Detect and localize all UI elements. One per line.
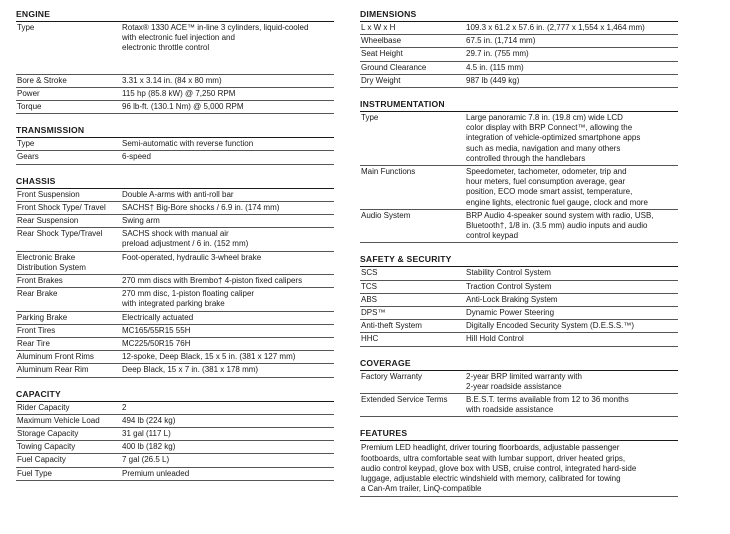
spec-row [16,101,334,114]
section-gap [16,165,334,173]
spec-label: Rear Suspension [17,216,79,226]
spec-label: Fuel Type [17,468,52,478]
spec-row [16,151,334,164]
spec-row [16,189,334,202]
section-gap [360,347,678,355]
spec-value: Deep Black, 15 x 7 in. (381 x 178 mm) [122,365,259,375]
spec-row [16,364,334,377]
spec-label: Front Shock Type/ Travel [17,202,106,212]
spec-label: L x W x H [361,23,396,32]
spec-value: 270 mm disc, 1-piston floating caliper with integrated parking brake [122,289,255,309]
spec-row [16,275,334,288]
spec-label: ABS [361,294,378,304]
spec-label: Rear Shock Type/Travel [17,229,103,239]
spec-label: Main Functions [361,167,416,177]
spec-row [16,402,334,415]
spec-label: Aluminum Rear Rim [17,365,89,375]
spec-row [16,338,334,351]
spec-value: Rotax® 1330 ACE™ in-line 3 cylinders, liquid-cooled with electronic fuel injection and electronic throttle control [122,23,309,53]
spec-row [16,351,334,364]
spec-value: Traction Control System [466,281,552,291]
spec-value: 3.31 x 3.14 in. (84 x 80 mm) [122,75,222,85]
spec-label: DPS™ [361,308,386,318]
spec-value: 2-year BRP limited warranty with 2-year roadside assistance [466,371,582,391]
spec-row [16,228,334,251]
features-text: Premium LED headlight, driver touring floorboards, adjustable passenger footboards, ultra comfortable seat with lumbar support, driver heated grips, audio control keypad, glove box with USB, cruise control, integrated hard-side luggage, adjustable electric windshield with memory, calibrated for towing a Can-Am trailer, LinQ-compatible [360,441,678,496]
spec-label: Storage Capacity [17,429,79,439]
section-safety-security [360,251,678,346]
section-title: CHASSIS [16,173,334,189]
spec-value: MC225/50R15 76H [122,339,191,349]
spec-label: Ground Clearance [361,62,427,72]
spec-row [16,215,334,228]
spec-row [16,325,334,338]
spec-label: Audio System [361,210,411,220]
section-transmission [16,122,334,164]
spec-label: Type [361,113,379,123]
spec-value: 987 lb (449 kg) [466,75,520,85]
spec-row [360,394,678,417]
spec-value: Large panoramic 7.8 in. (19.8 cm) wide LCD color display with BRP Connect™, allowing the integration of vehicle-optimized smartphone apps such as media, navigation and many others controlled through the handlebars [466,113,641,163]
spec-value: 31 gal (117 L) [122,429,171,439]
section-title: SAFETY & SECURITY [360,251,678,267]
spec-row [16,428,334,441]
spec-value: MC165/55R15 55H [122,325,191,335]
spec-label: Wheelbase [361,36,402,46]
section-title: COVERAGE [360,355,678,371]
spec-row [16,454,334,467]
spec-value: Hill Hold Control [466,334,524,344]
spec-row [16,441,334,454]
spec-value: 6-speed [122,152,151,162]
spec-value: Swing arm [122,216,160,226]
spec-label: Towing Capacity [17,442,76,452]
spec-label: Rear Tire [17,339,50,349]
left-column [16,6,334,481]
section-capacity [16,386,334,481]
spec-row [360,62,678,75]
spec-label: Front Suspension [17,189,80,199]
section-title: FEATURES [360,425,678,441]
spec-value: 4.5 in. (115 mm) [466,62,524,72]
spec-row [360,75,678,88]
spec-row [360,48,678,61]
spec-row [360,267,678,280]
spec-label: SCS [361,268,378,278]
section-gap [360,243,678,251]
spec-value: SACHS shock with manual air preload adjustment / 6 in. (152 mm) [122,229,249,249]
spec-value: Stability Control System [466,268,551,278]
spec-value: 12-spoke, Deep Black, 15 x 5 in. (381 x 127 mm) [122,352,296,362]
section-title: TRANSMISSION [16,122,334,138]
spec-row [360,307,678,320]
spec-value: Premium unleaded [122,468,190,478]
spec-value: BRP Audio 4-speaker sound system with radio, USB, Bluetooth†, 1/8 in. (3.5 mm) audio inputs and audio control keypad [466,210,654,241]
spec-value: 29.7 in. (755 mm) [466,49,529,59]
spec-label: Power [17,88,40,98]
spec-label: Fuel Capacity [17,455,66,465]
spec-value: Double A-arms with anti-roll bar [122,189,234,199]
spec-row [360,210,678,244]
spec-row [360,35,678,48]
spec-label: Maximum Vehicle Load [17,415,100,425]
spec-row [360,166,678,210]
spec-value: SACHS† Big-Bore shocks / 6.9 in. (174 mm) [122,202,280,212]
section-title: INSTRUMENTATION [360,96,678,112]
section-title: ENGINE [16,6,334,22]
spec-row [360,22,678,35]
section-gap [360,88,678,96]
spec-row [16,312,334,325]
spec-label: Seat Height [361,49,403,59]
spec-label: Type [17,139,35,149]
section-title: CAPACITY [16,386,334,402]
spec-value: Digitally Encoded Security System (D.E.S.S.™) [466,321,635,331]
spec-value: Semi-automatic with reverse function [122,139,254,149]
section-chassis [16,173,334,378]
spec-value: 115 hp (85.8 kW) @ 7,250 RPM [122,88,236,98]
spec-value: 67.5 in. (1,714 mm) [466,36,536,46]
section-gap [360,417,678,425]
spec-value: 400 lb (182 kg) [122,442,176,452]
section-coverage [360,355,678,418]
spec-row [360,333,678,346]
spec-row [16,22,334,75]
spec-row [16,202,334,215]
spec-row [16,138,334,151]
spec-value: Dynamic Power Steering [466,308,555,318]
spec-row [16,288,334,311]
spec-label: Factory Warranty [361,371,423,381]
spec-row [360,281,678,294]
section-features [360,425,678,496]
spec-label: Front Brakes [17,276,63,286]
spec-label: TCS [361,281,377,291]
spec-label: Aluminum Front Rims [17,352,94,362]
spec-label: HHC [361,334,379,344]
spec-row [16,252,334,275]
section-gap [16,378,334,386]
section-engine [16,6,334,114]
spec-value: Speedometer, tachometer, odometer, trip and hour meters, fuel consumption average, gear position, ECO mode smart assist, temperature, engine lights, electronic fuel gauge, clock and more [466,167,648,207]
spec-label: Electronic Brake Distribution System [17,252,86,272]
spec-label: Rear Brake [17,289,58,299]
spec-label: Torque [17,102,42,112]
spec-row [16,75,334,88]
spec-value: 7 gal (26.5 L) [122,455,170,465]
spec-row [360,320,678,333]
spec-value: Foot-operated, hydraulic 3-wheel brake [122,252,262,262]
spec-value: Electrically actuated [122,312,194,322]
spec-value: 494 lb (224 kg) [122,415,176,425]
spec-value: Anti-Lock Braking System [466,294,558,304]
spec-label: Bore & Stroke [17,75,67,85]
spec-label: Parking Brake [17,312,68,322]
spec-row [16,88,334,101]
spec-value: B.E.S.T. terms available from 12 to 36 months with roadside assistance [466,395,629,415]
section-title: DIMENSIONS [360,6,678,22]
spec-row [360,294,678,307]
spec-row [360,371,678,394]
right-column [360,6,678,497]
spec-row [16,468,334,481]
spec-label: Front Tires [17,325,56,335]
spec-value: 109.3 x 61.2 x 57.6 in. (2,777 x 1,554 x 1,464 mm) [466,23,645,32]
section-dimensions [360,6,678,88]
spec-value: 270 mm discs with Brembo† 4-piston fixed calipers [122,276,303,286]
spec-value: 2 [122,402,127,412]
spec-label: Extended Service Terms [361,395,448,405]
section-gap [16,114,334,122]
spec-row [360,112,678,166]
spec-row [16,415,334,428]
spec-value: 96 lb-ft. (130.1 Nm) @ 5,000 RPM [122,102,244,112]
section-instrumentation [360,96,678,243]
spec-label: Anti-theft System [361,321,422,331]
spec-label: Gears [17,152,39,162]
spec-label: Dry Weight [361,75,401,85]
spec-label: Rider Capacity [17,402,70,412]
spec-label: Type [17,23,35,32]
